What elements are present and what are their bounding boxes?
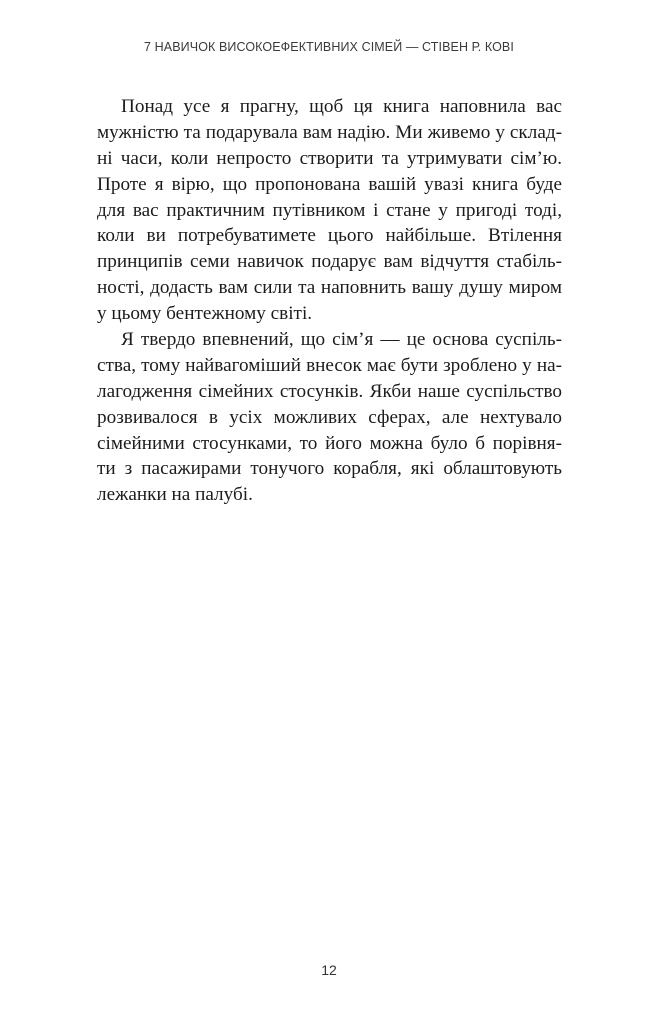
text-line: Я твердо впевнений, що сім’я — це основа суспіль- [121, 329, 562, 351]
paragraph-2 [97, 327, 562, 508]
text-line: принципів семи навичок подарує вам відчуття стабіль- [97, 251, 562, 273]
text-line: лагодження сімейних стосунків. Якби наше суспільство [97, 380, 562, 402]
text-line: у цьому бентежному світі. [97, 303, 313, 325]
text-line: Понад усе я прагну, щоб ця книга наповнила вас [121, 96, 562, 117]
text-line: Проте я вірю, що пропонована вашій увазі книга буде [97, 173, 562, 195]
text-line: мужністю та подарувала вам надію. Ми живемо у склад- [97, 121, 562, 143]
body-text [97, 94, 562, 508]
text-line: для вас практичним путівником і стане у пригоді тоді, [97, 199, 562, 221]
page-number: 12 [321, 962, 337, 978]
paragraph-1 [97, 94, 562, 327]
running-header: 7 НАВИЧОК ВИСОКОЕФЕКТИВНИХ СІМЕЙ — СТІВЕН Р. КОВІ [144, 40, 514, 54]
text-line: ства, тому найвагоміший внесок має бути зроблено у на- [97, 354, 562, 376]
text-line: ні часи, коли непросто створити та утримувати сім’ю. [97, 147, 562, 169]
text-line: ності, додасть вам сили та наповнить вашу душу миром [97, 277, 562, 299]
text-line: сімейними стосунками, то його можна було б порівня- [97, 432, 562, 454]
text-line: ти з пасажирами тонучого корабля, які облаштовують [97, 458, 562, 480]
text-line: лежанки на палубі. [97, 484, 253, 506]
text-line: коли ви потребуватимете цього найбільше. Втілення [97, 225, 562, 247]
text-line: розвивалося в усіх можливих сферах, але нехтувало [97, 406, 562, 428]
